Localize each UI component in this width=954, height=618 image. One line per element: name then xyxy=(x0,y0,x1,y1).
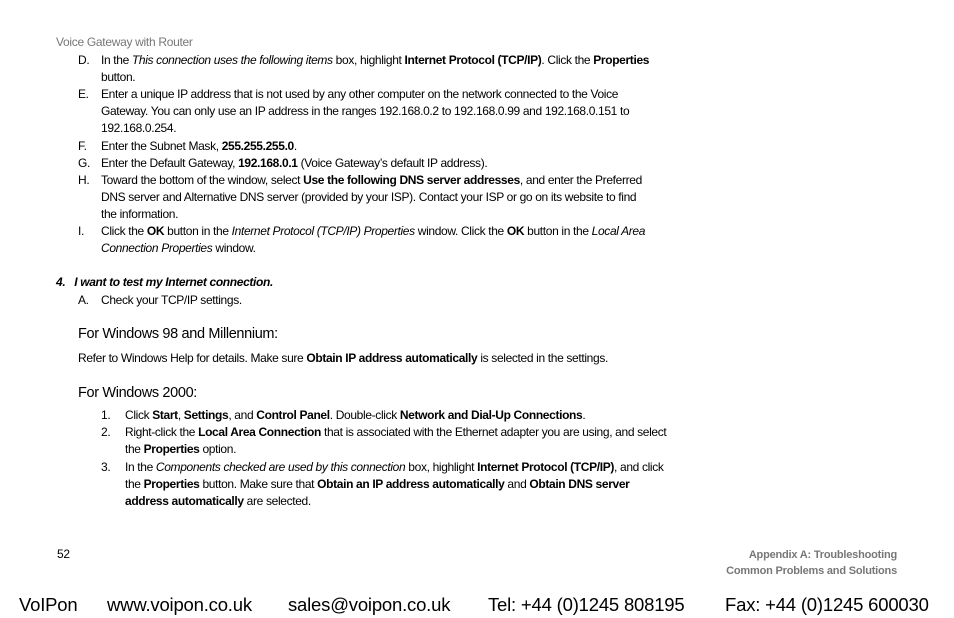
bold-term: Obtain an IP address automatically xyxy=(317,477,505,492)
step-text xyxy=(101,155,666,172)
step-label: D. xyxy=(78,53,90,67)
text-run: is selected in the settings. xyxy=(477,351,608,365)
text-run: , and click the xyxy=(125,460,664,492)
bold-term: Use the following DNS server addresses xyxy=(303,173,520,187)
bold-term: Local Area Connection xyxy=(198,425,321,439)
step-label: I. xyxy=(78,224,84,238)
bold-term: OK xyxy=(506,224,525,238)
step-text xyxy=(101,172,651,224)
italic-term: This connection uses the following items xyxy=(131,53,333,67)
text-run: . xyxy=(293,139,297,153)
company-name: VoIPon xyxy=(19,594,78,615)
bold-term: Properties xyxy=(143,442,200,457)
text-run: Right-click the xyxy=(125,425,199,439)
bold-term: Internet Protocol (TCP/IP) xyxy=(404,53,542,67)
text-run: (Voice Gateway’s default IP address). xyxy=(297,156,488,170)
bold-term: Properties xyxy=(593,53,650,67)
text-run: and xyxy=(504,477,530,492)
text-run: button. xyxy=(101,70,136,85)
text-run: In the xyxy=(125,460,156,474)
text-run: window. xyxy=(212,241,256,256)
footer-line-1: Appendix A: Troubleshooting xyxy=(748,549,897,561)
text-run: option. xyxy=(199,442,237,457)
text-run: that is associated with the Ethernet adapter you are using, and select the xyxy=(125,425,667,457)
item-text xyxy=(125,459,670,511)
text-run: Toward the bottom of the window, select xyxy=(101,173,304,187)
item-number: 2. xyxy=(101,425,111,439)
bold-term: 255.255.255.0 xyxy=(221,139,294,153)
telephone: Tel: +44 (0)1245 808195 xyxy=(488,594,685,615)
italic-term: Local Area Connection Properties xyxy=(101,224,646,256)
win98-heading: For Windows 98 and Millennium: xyxy=(78,326,278,342)
text-run: Click the xyxy=(101,224,147,238)
bold-term: Start xyxy=(152,408,178,422)
bold-term: Internet Protocol (TCP/IP) xyxy=(477,460,615,474)
text-run: , and enter the Preferred DNS server and Alternative DNS server (provided by your ISP). Contact your ISP or go on its website to find the information. xyxy=(101,173,642,222)
item-text xyxy=(125,407,670,424)
item-text xyxy=(125,424,670,458)
text-run: . Click the xyxy=(541,53,594,67)
running-header: Voice Gateway with Router xyxy=(56,35,193,49)
text-run: Enter the Subnet Mask, xyxy=(101,139,222,153)
text-run: . Double-click xyxy=(329,408,400,422)
text-run: In the xyxy=(101,53,132,67)
footer-section xyxy=(726,547,897,579)
item-number: 3. xyxy=(101,460,111,474)
text-run: window. Click the xyxy=(414,224,507,238)
italic-term: Components checked are used by this connection xyxy=(155,460,406,474)
text-run: , and xyxy=(228,408,257,422)
bold-term: Settings xyxy=(183,408,229,422)
win2000-heading: For Windows 2000: xyxy=(78,385,197,401)
footer-line-2: Common Problems and Solutions xyxy=(726,565,897,577)
text-run: button. Make sure that xyxy=(199,477,318,492)
step-text xyxy=(101,223,666,257)
italic-term: Internet Protocol (TCP/IP) Properties xyxy=(231,224,415,238)
step-label: E. xyxy=(78,87,89,101)
fax: Fax: +44 (0)1245 600030 xyxy=(725,594,929,615)
section-heading: 4. I want to test my Internet connection. xyxy=(56,275,273,289)
step-label: G. xyxy=(78,156,90,170)
step-label: H. xyxy=(78,173,90,187)
bold-term: Control Panel xyxy=(256,408,330,422)
bold-term: 192.168.0.1 xyxy=(238,156,298,170)
bold-term: OK xyxy=(146,224,165,238)
item-number: 1. xyxy=(101,408,111,422)
step-text xyxy=(101,52,666,86)
bold-term: Properties xyxy=(143,477,200,492)
text-run: . xyxy=(582,408,586,422)
bold-term: Obtain DNS server address automatically xyxy=(125,477,630,509)
website-link[interactable]: www.voipon.co.uk xyxy=(107,594,252,615)
bold-term: Network and Dial-Up Connections xyxy=(399,408,583,422)
step-text xyxy=(101,86,661,138)
text-run: Click xyxy=(125,408,153,422)
text-run: box, highlight xyxy=(332,53,405,67)
text-run: , xyxy=(177,408,184,422)
step-label: F. xyxy=(78,139,87,153)
text-run: are selected. xyxy=(243,494,311,509)
step-text xyxy=(101,138,666,155)
text-run: Enter a unique IP address that is not used by any other computer on the network connected to the Voice Gateway. You can only use an IP address in the ranges 192.168.0.2 to 192.168.0.99 and 192.168.0.151 to 192.168.0.254. xyxy=(101,87,630,136)
email-link[interactable]: sales@voipon.co.uk xyxy=(288,594,451,615)
step-label: A. xyxy=(78,293,89,307)
bold-term: Obtain IP address automatically xyxy=(306,351,478,365)
text-run: button in the xyxy=(524,224,592,238)
win98-text xyxy=(78,350,678,367)
text-run: box, highlight xyxy=(405,460,478,474)
text-run: button in the xyxy=(164,224,232,238)
step-text: Check your TCP/IP settings. xyxy=(101,293,242,307)
page-number: 52 xyxy=(57,547,70,561)
text-run: Enter the Default Gateway, xyxy=(101,156,239,170)
text-run: Refer to Windows Help for details. Make sure xyxy=(78,351,307,365)
